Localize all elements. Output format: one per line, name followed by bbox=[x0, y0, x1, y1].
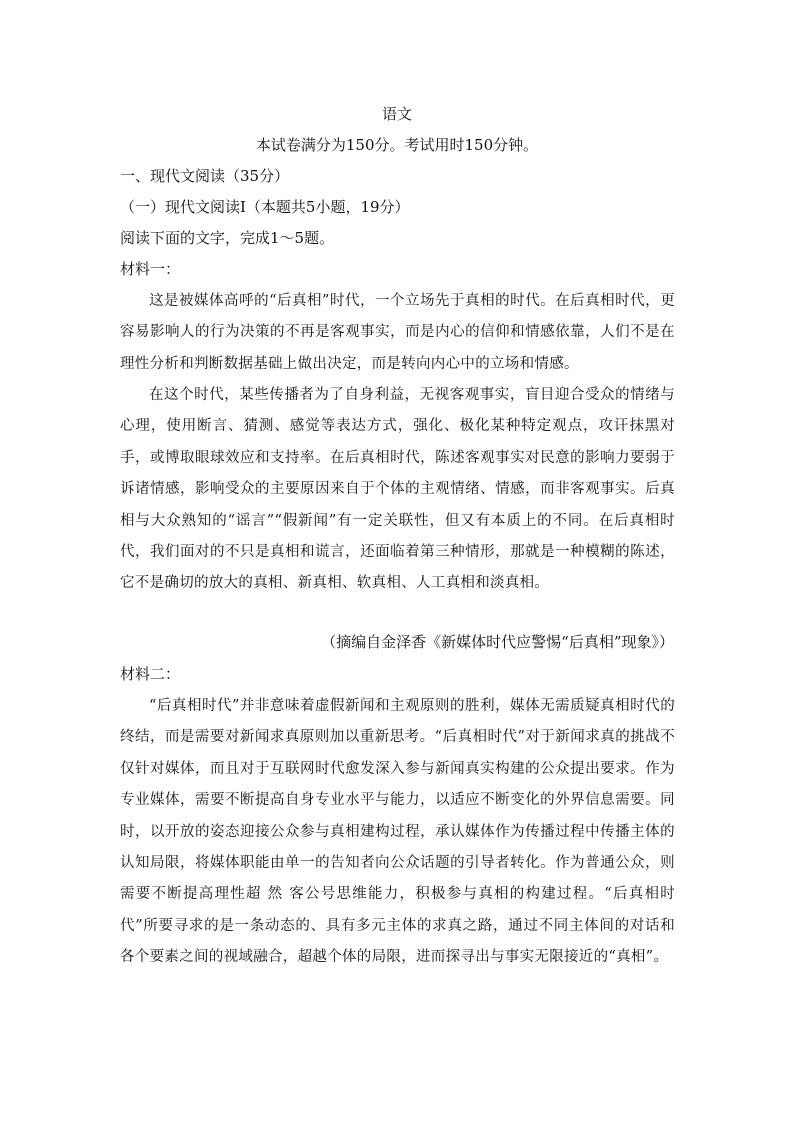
material-2-label: 材料二： bbox=[120, 665, 181, 683]
subsection-heading: （一）现代文阅读Ⅰ（本题共5小题，19分） bbox=[120, 198, 410, 216]
exam-info: 本试卷满分为150分。考试用时150分钟。 bbox=[255, 136, 539, 154]
material-1-paragraph: 在这个时代，某些传播者为了自身利益，无视客观事实，盲目迎合受众的情绪与心理，使用断言、猜测、感觉等表达方式，强化、极化某种特定观点，攻讦抹黑对手，或博取眼球效应和支持率。在后真相时代，陈述客观事实对民意的影响力要弱于诉诸情感，影响受众的主要原因来自于个体的主观情绪、情感，而非客观事实。后真相与大众熟知的“谣言”“假新闻”有一定关联性，但又有本质上的不同。在后真相时代，我们面对的不只是真相和谎言，还面临着第三种情形，那就是一种模糊的陈述，它不是确切的放大的真相、新真相、软真相、人工真相和淡真相。 bbox=[120, 387, 675, 592]
section-heading: 一、现代文阅读（35分） bbox=[120, 167, 290, 185]
instruction-text: 阅读下面的文字，完成1～5题。 bbox=[120, 229, 335, 247]
material-1-paragraph: 这是被媒体高呼的“后真相”时代，一个立场先于真相的时代。在后真相时代，更容易影响人的行为决策的不再是客观事实，而是内心的信仰和情感依靠，人们不是在理性分析和判断数据基础上做出决定，而是转向内心中的立场和情感。 bbox=[120, 293, 675, 372]
page-title: 语文 bbox=[381, 105, 412, 123]
material-1-label: 材料一： bbox=[120, 260, 181, 278]
material-2-paragraph: “后真相时代”并非意味着虚假新闻和主观原则的胜利，媒体无需质疑真相时代的终结，而是需要对新闻求真原则加以重新思考。“后真相时代”对于新闻求真的挑战不仅针对媒体，而且对于互联网时代愈发深入参与新闻真实构建的公众提出要求。作为专业媒体，需要不断提高自身专业水平与能力，以适应不断变化的外界信息需要。同时，以开放的姿态迎接公众参与真相建构过程，承认媒体作为传播过程中传播主体的认知局限，将媒体职能由单一的告知者向公众话题的引导者转化。作为普通公众，则需要不断提高理性超 然 客公号思维能力，积极参与真相的构建过程。“后真相时代”所要寻求的是一条动态的、具有多元主体的求真之路，通过不同主体间的对话和各个要素之间的视域融合，超越个体的局限，进而探寻出与事实无限接近的“真相”。 bbox=[120, 698, 675, 966]
material-1-source: （摘编自金泽香《新媒体时代应警惕“后真相”现象》） bbox=[321, 633, 674, 651]
